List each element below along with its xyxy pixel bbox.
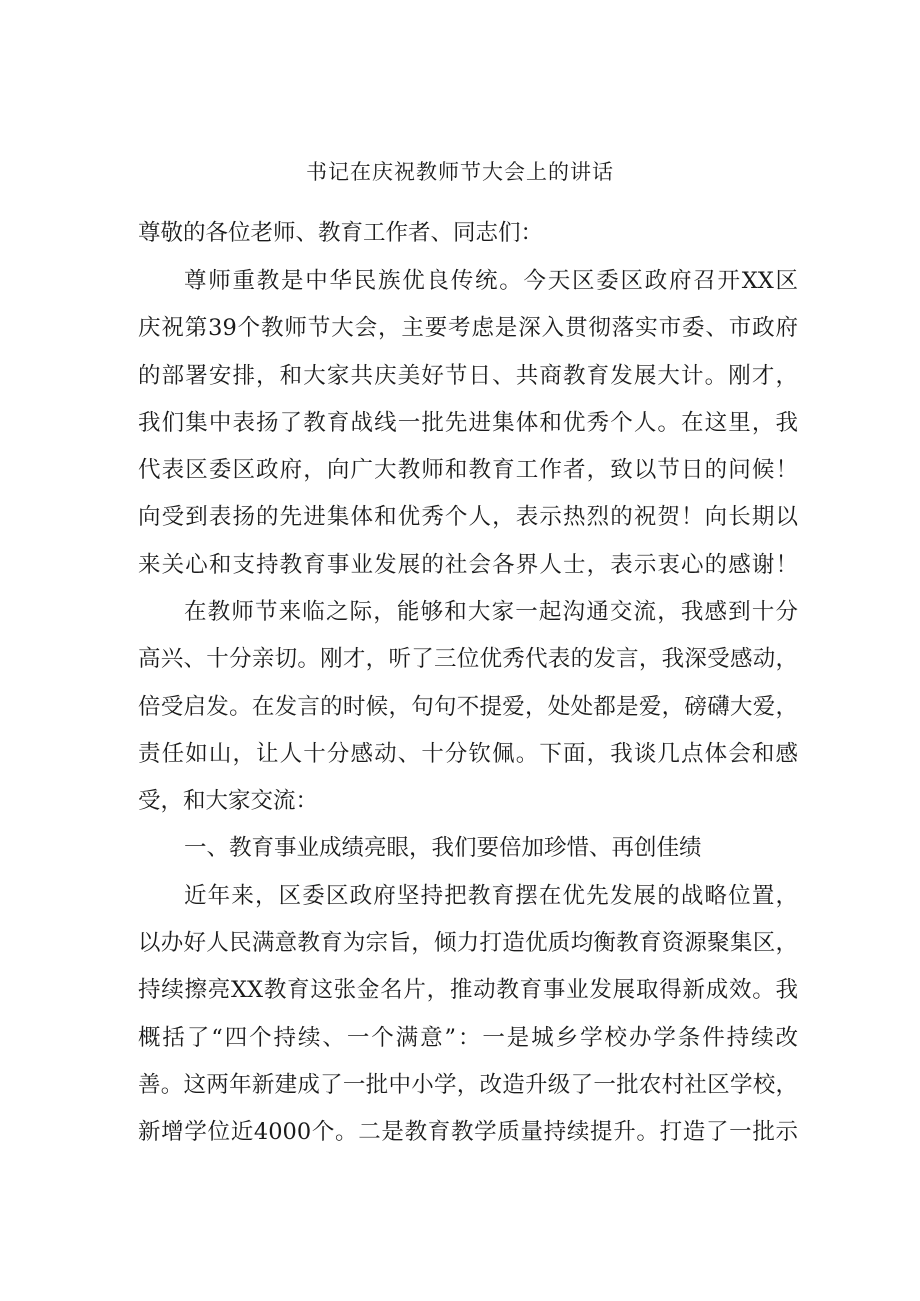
paragraph-line: 的部署安排，和大家共庆美好节日、共商教育发展大计。刚才， [138,363,798,389]
paragraph-line: 高兴、十分亲切。刚才，听了三位优秀代表的发言，我深受感动， [138,646,798,672]
salutation-line: 尊敬的各位老师、教育工作者、同志们： [138,220,544,246]
document-title: 书记在庆祝教师节大会上的讲话 [306,160,614,184]
paragraph-line: 责任如山，让人十分感动、十分钦佩。下面，我谈几点体会和感 [138,741,798,767]
paragraph-line: 以办好人民满意教育为宗旨，倾力打造优质均衡教育资源聚集区， [138,930,798,956]
paragraph-line: 在教师节来临之际，能够和大家一起沟通交流，我感到十分 [184,599,798,625]
paragraph-line: 我们集中表扬了教育战线一批先进集体和优秀个人。在这里，我 [138,410,798,436]
paragraph-line: 概括了“四个持续、一个满意”：一是城乡学校办学条件持续改 [138,1025,798,1051]
paragraph-line: 来关心和支持教育事业发展的社会各界人士，表示衷心的感谢！ [138,552,798,578]
paragraph-line: 尊师重教是中华民族优良传统。今天区委区政府召开XX区 [184,268,798,294]
paragraph-line: 倍受启发。在发言的时候，句句不提爱，处处都是爱，磅礴大爱， [138,694,798,720]
paragraph-line: 庆祝第39个教师节大会，主要考虑是深入贯彻落实市委、市政府 [138,315,798,341]
paragraph-line: 近年来，区委区政府坚持把教育摆在优先发展的战略位置， [184,883,798,909]
paragraph-line: 向受到表扬的先进集体和优秀个人，表示热烈的祝贺！向长期以 [138,504,798,530]
paragraph-line: 受，和大家交流： [138,788,319,814]
paragraph-line: 善。这两年新建成了一批中小学，改造升级了一批农村社区学校， [138,1072,798,1098]
paragraph-line: 代表区委区政府，向广大教师和教育工作者，致以节日的问候！ [138,457,798,483]
paragraph-line: 新增学位近4000个。二是教育教学质量持续提升。打造了一批示 [138,1119,798,1145]
section-heading: 一、教育事业成绩亮眼，我们要倍加珍惜、再创佳绩 [184,835,702,861]
paragraph-line: 持续擦亮XX教育这张金名片，推动教育事业发展取得新成效。我 [138,977,798,1003]
